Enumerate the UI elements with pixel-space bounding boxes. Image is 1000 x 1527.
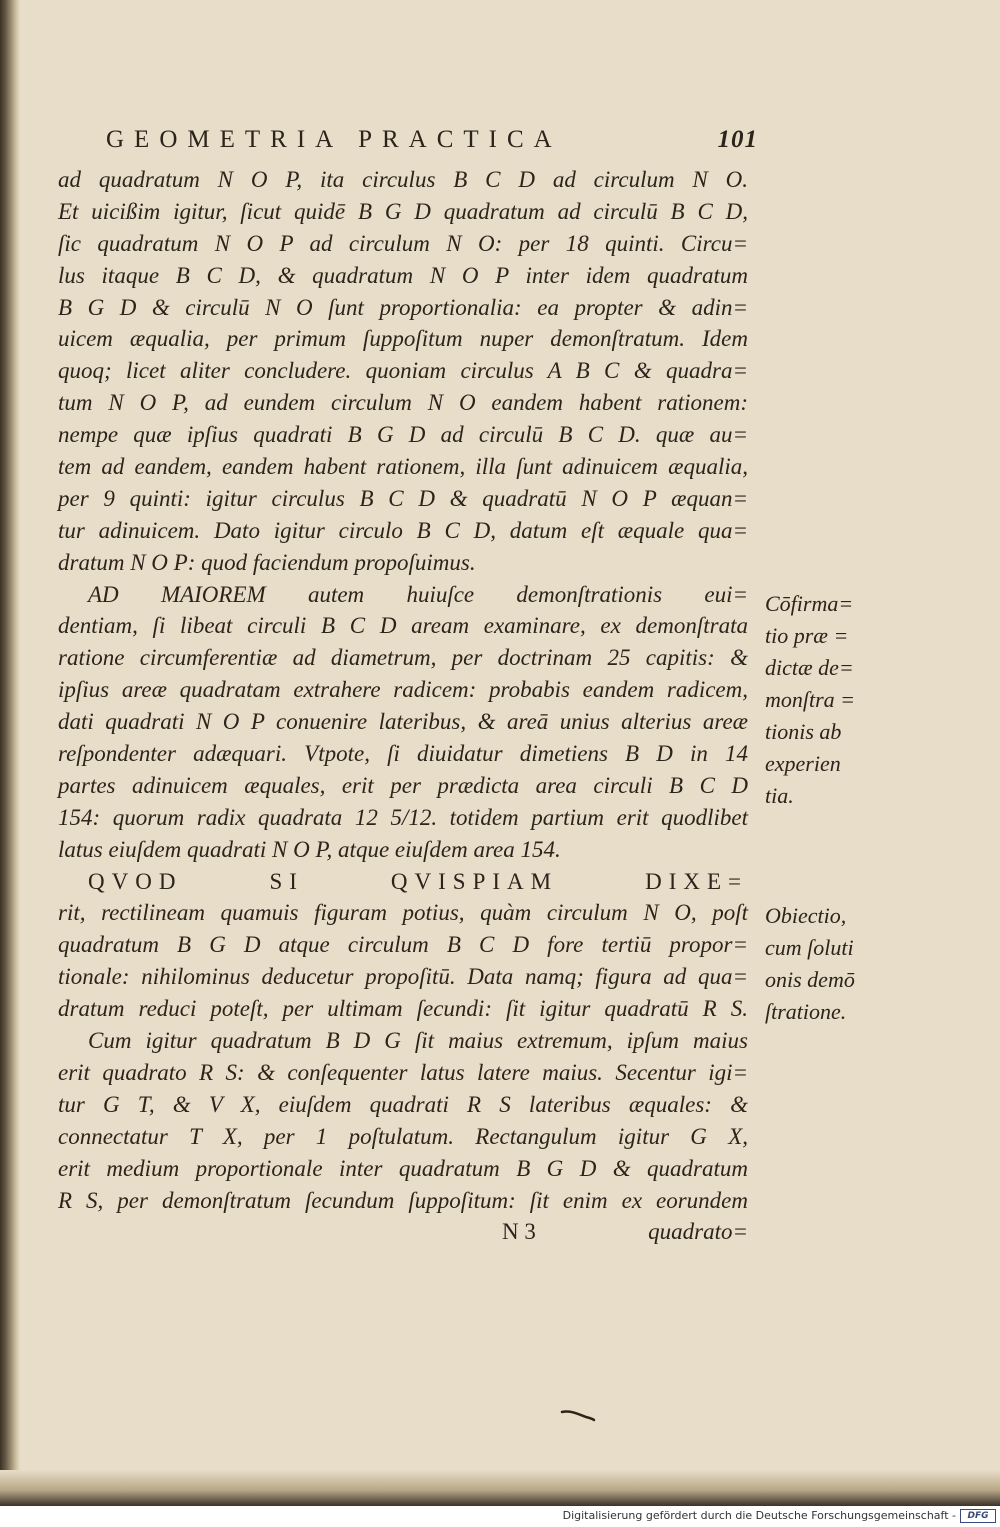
text-line: Et uicißim igitur, ſicut quidē B G D quadratum ad circulū B C D, bbox=[58, 198, 748, 224]
digitization-footer bbox=[0, 1506, 1000, 1527]
dfg-logo: DFG bbox=[960, 1509, 996, 1523]
text-line: dratum N O P: quod faciendum propoſuimus. bbox=[58, 549, 476, 575]
text-line: dati quadrati N O P conuenire lateribus, & areā unius alterius areæ bbox=[58, 709, 748, 735]
text-line: tem ad eandem, eandem habent rationem, illa ſunt adinuicem æqualia, bbox=[58, 454, 748, 480]
text-line: B G D & circulū N O ſunt proportionalia: ea propter & adin= bbox=[58, 294, 748, 320]
text-line: ad quadratum N O P, ita circulus B C D ad circulum N O. bbox=[58, 167, 748, 192]
margin-note-line: onis demō bbox=[765, 967, 855, 992]
text-line: latus eiuſdem quadrati N O P, atque eiuſdem area 154. bbox=[58, 836, 561, 862]
catchword: quadrato= bbox=[648, 1219, 748, 1245]
text-line: QVOD SI QVISPIAM DIXE= bbox=[88, 868, 748, 894]
running-head bbox=[58, 120, 758, 160]
margin-note-confirmation bbox=[765, 588, 870, 812]
text-line: Cum igitur quadratum B D G ſit maius extremum, ipſum maius bbox=[88, 1028, 748, 1054]
text-line: 154: quorum radix quadrata 12 5/12. totidem partium erit quodlibet bbox=[58, 804, 748, 830]
text-line: per 9 quinti: igitur circulus B C D & quadratū N O P æquan= bbox=[58, 485, 748, 511]
margin-note-line: dictæ de= bbox=[765, 655, 854, 680]
text-line: erit quadrato R S: & conſequenter latus latere maius. Secentur igi= bbox=[58, 1059, 748, 1085]
margin-note-line: Obiectio, bbox=[765, 903, 847, 928]
text-line: lus itaque B C D, & quadratum N O P inter idem quadratum bbox=[58, 262, 748, 288]
signature-mark: N 3 bbox=[502, 1219, 536, 1245]
text-block bbox=[58, 120, 758, 1248]
text-line: connectatur T X, per 1 poſtulatum. Rectangulum igitur G X, bbox=[58, 1123, 748, 1149]
text-line: tur adinuicem. Dato igitur circulo B C D, datum eſt æquale qua= bbox=[58, 517, 748, 543]
margin-note-line: Cōfirma= bbox=[765, 591, 854, 616]
text-line: dentiam, ſi libeat circuli B C D aream examinare, ex demonſtrata bbox=[58, 613, 748, 639]
text-line: erit medium proportionale inter quadratum B G D & quadratum bbox=[58, 1155, 748, 1181]
text-line: ratione circumferentiæ ad diametrum, per doctrinam 25 capitis: & bbox=[58, 645, 748, 671]
text-line: quadratum B G D atque circulum B C D fore tertiū propor= bbox=[58, 932, 748, 958]
text-line: quoq; licet aliter concludere. quoniam circulus A B C & quadra= bbox=[58, 358, 748, 384]
text-line: AD MAIOREM autem huiuſce demonſtrationis eui= bbox=[88, 581, 748, 607]
margin-note-objection bbox=[765, 900, 870, 1028]
text-line: partes adinuicem æquales, erit per prædicta area circuli B C D bbox=[58, 772, 748, 798]
margin-note-line: cum ſoluti bbox=[765, 935, 854, 960]
margin-note-line: tionis ab bbox=[765, 719, 842, 744]
page-bottom-shadow bbox=[0, 1470, 1000, 1506]
page-gutter-shadow bbox=[0, 0, 20, 1506]
text-line: tionale: nihilominus deducetur propoſitū. Data namq; figura ad qua= bbox=[58, 964, 748, 990]
margin-note-line: experien bbox=[765, 751, 841, 776]
funding-credit: Digitalisierung gefördert durch die Deutsche Forschungsgemeinschaft - bbox=[562, 1509, 956, 1522]
body-text bbox=[58, 164, 758, 1248]
text-line: ſic quadratum N O P ad circulum N O: per 18 quinti. Circu= bbox=[58, 230, 748, 256]
text-line: reſpondenter adæquari. Vtpote, ſi diuidatur dimetiens B D in 14 bbox=[58, 741, 748, 767]
text-line: ipſius areæ quadratam extrahere radicem: probabis eandem radicem, bbox=[58, 677, 748, 703]
margin-note-line: ſtratione. bbox=[765, 999, 847, 1024]
text-line: uicem æqualia, per primum ſuppoſitum nuper demonſtratum. Idem bbox=[58, 326, 748, 352]
text-line: tum N O P, ad eundem circulum N O eandem habent rationem: bbox=[58, 390, 748, 416]
text-line: R S, per demonſtratum ſecundum ſuppoſitum: ſit enim ex eorundem bbox=[58, 1187, 748, 1213]
page-number: 101 bbox=[717, 126, 758, 153]
text-line: rit, rectilineam quamuis figuram potius, quàm circulum N O, poſt bbox=[58, 900, 748, 926]
margin-note-line: tio præ = bbox=[765, 623, 849, 648]
running-title: GEOMETRIA PRACTICA bbox=[106, 126, 562, 153]
text-line: dratum reduci poteſt, per ultimam ſecundi: ſit igitur quadratū R S. bbox=[58, 996, 748, 1022]
catchword-line bbox=[58, 1216, 748, 1248]
ink-mark bbox=[560, 1408, 596, 1422]
margin-note-line: tia. bbox=[765, 783, 794, 808]
text-line: nempe quæ ipſius quadrati B G D ad circulū B C D. quæ au= bbox=[58, 422, 748, 448]
margin-note-line: monſtra = bbox=[765, 687, 856, 712]
text-line: tur G T, & V X, eiuſdem quadrati R S lateribus æquales: & bbox=[58, 1091, 748, 1117]
